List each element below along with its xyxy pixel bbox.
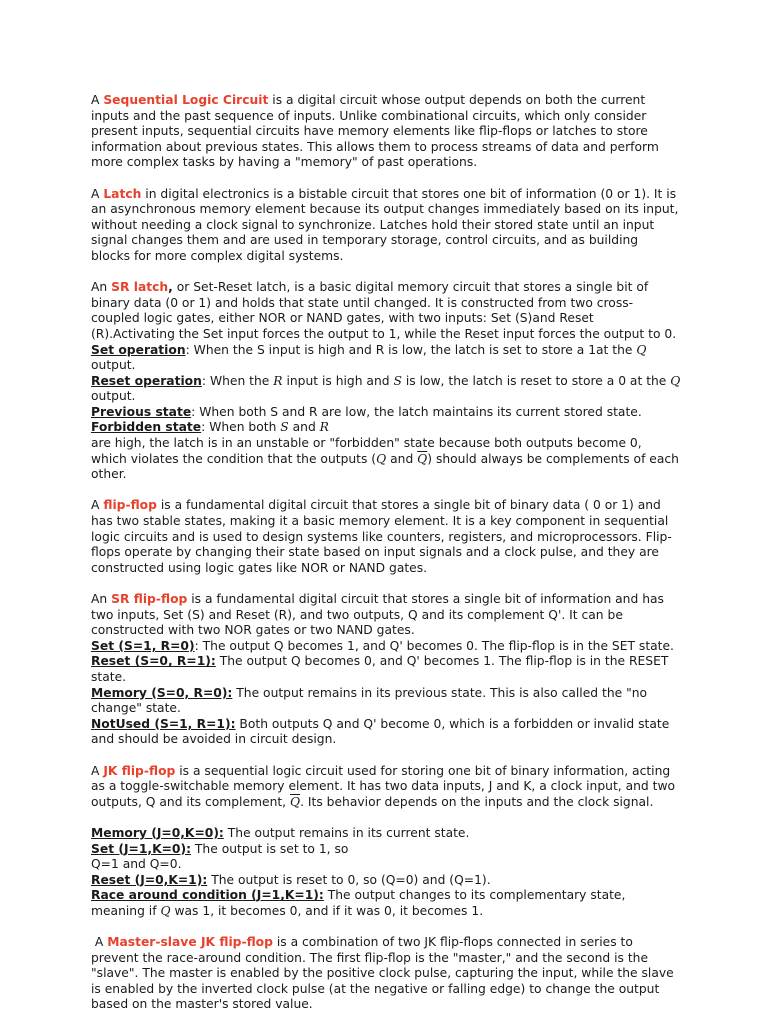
text: A — [91, 935, 108, 950]
text: A — [91, 498, 104, 513]
text: : When the — [201, 373, 274, 388]
text: is a digital circuit whose output depends on both the current inputs and the past sequence of inputs. Unlike combinational circuits, which only consider present inputs, sequential circuits have memory elements like flip-flops or latches to store information about previous states. This allows them to process streams of data and perform more complex tasks by having a "memory" of past operations. — [91, 93, 659, 170]
text: The output is set to 1, so — [191, 841, 349, 856]
math-q-bar: $\overline{Q}$ — [417, 451, 428, 466]
term-sequential-logic-circuit: Sequential Logic Circuit — [103, 93, 269, 107]
text: in digital electronics is a bistable circuit that stores one bit of information (0 or 1). It is an asynchronous memory element because its output changes immediately based on its input, without needing a clock signal to synchronize. Latches hold their stored state until an input signal changes them and are used in temporary storage, control circuits, and as building blocks for more complex digital systems. — [91, 186, 679, 263]
text: or Set-Reset latch, is a basic digital memory circuit that stores a single bit of binary data (0 or 1) and holds that state until changed. It is constructed from two cross-coupled logic gates, either NOR or NAND gates, with two inputs: Set (S)and Reset (R).Activating the Set input forces the output to 1, while the Reset input forces the output to 0. — [91, 280, 677, 341]
text: The output changes to its complementary state, meaning if — [91, 888, 626, 918]
text: : When both S and R are low, the latch maintains its current stored state. — [191, 404, 642, 419]
paragraph-latch — [91, 187, 681, 265]
text: was 1, it becomes 0, and if it was 0, it becomes 1. — [170, 903, 484, 918]
paragraph-sequential-logic — [91, 93, 681, 171]
math-q: Q — [636, 342, 647, 357]
text: An — [91, 280, 112, 295]
text: input is high and — [282, 373, 394, 388]
text: is a sequential logic circuit used for storing one bit of binary information, acting as a toggle-switchable memory element. It has two data inputs, J and K, a clock input, and two outputs, Q and its complement, — [91, 763, 676, 809]
text: Both outputs Q and Q' become 0, which is a forbidden or invalid state and should be avoided in circuit design. — [91, 716, 670, 747]
math-q: Q — [160, 903, 171, 918]
term-sr-latch: SR latch — [111, 280, 169, 295]
math-s: S — [280, 420, 289, 435]
text: and — [288, 420, 320, 435]
text: output. — [91, 389, 136, 404]
text: and — [386, 451, 418, 466]
term-latch: Latch — [103, 186, 142, 201]
paragraph-master-slave — [91, 935, 681, 1013]
label-jk-set: Set (J=1,K=0): — [91, 841, 192, 856]
math-q-bar: $\overline{Q}$ — [290, 794, 301, 809]
label-memory: Memory (S=0, R=0): — [91, 685, 233, 700]
paragraph-jk-modes — [91, 826, 681, 920]
text: A — [91, 763, 104, 778]
paragraph-jk-flip-flop — [91, 764, 681, 811]
label-set: Set (S=1, R=0) — [91, 638, 195, 653]
label-notused: NotUsed (S=1, R=1): — [91, 716, 236, 731]
text: The output Q becomes 0, and Q' becomes 1. The flip-flop is in the RESET state. — [91, 654, 669, 684]
paragraph-sr-flip-flop — [91, 592, 681, 748]
text: . Its behavior depends on the inputs and the clock signal. — [300, 794, 654, 809]
math-r: R — [319, 420, 329, 435]
term-flip-flop: flip-flop — [103, 498, 157, 513]
label-jk-race-around: Race around condition (J=1,K=1): — [91, 888, 324, 903]
math-q: Q — [670, 373, 681, 388]
text: : The output Q becomes 1, and Q' becomes 0. The flip-flop is in the SET state. — [194, 638, 674, 653]
paragraph-sr-latch — [91, 280, 681, 483]
text: : When both — [201, 420, 281, 435]
term-jk-flip-flop: JK flip-flop — [103, 763, 176, 778]
label-jk-memory: Memory (J=0,K=0): — [91, 825, 224, 840]
text: , — [168, 280, 173, 295]
math-s: S — [393, 373, 402, 388]
text: ) should always be complements of each other. — [91, 451, 679, 482]
label-forbidden-state: Forbidden state — [91, 420, 202, 435]
text: is a combination of two JK flip-flops connected in series to prevent the race-around condition. The first flip-flop is the "master," and the second is the "slave". The master is enabled by the positive clock pulse, capturing the input, while the slave is enabled by the inverted clock pulse (at the negative or falling edge) to change the output based on the master's stored value. — [91, 935, 674, 1012]
label-previous-state: Previous state — [91, 404, 192, 419]
text: is a fundamental digital circuit that stores a single bit of binary data ( 0 or 1) and has two stable states, making it a basic memory element. It is a key component in sequential logic circuits and is used to design systems like counters, registers, and microprocessors. Flip-flops operate by changing their state based on input signals and a clock pulse, and they are constructed using logic gates like NOR or NAND gates. — [91, 498, 672, 575]
text: A — [91, 93, 104, 107]
text: A — [91, 186, 104, 201]
text: are high, the latch is in an unstable or "forbidden" state because both outputs become 0, which violates the condition that the outputs ( — [91, 436, 642, 466]
label-reset-operation: Reset operation — [91, 373, 202, 388]
text: output. — [91, 358, 136, 373]
paragraph-flip-flop — [91, 498, 681, 576]
text: The output is reset to 0, so (Q=0) and (Q=1). — [207, 872, 491, 887]
text: The output remains in its current state. — [223, 825, 470, 840]
label-set-operation: Set operation — [91, 342, 186, 357]
term-sr-flip-flop: SR flip-flop — [111, 592, 188, 606]
text: An — [91, 592, 112, 606]
document-body — [91, 93, 681, 1029]
text: is low, the latch is reset to store a 0 at the — [401, 373, 671, 388]
text: : When the S input is high and R is low, the latch is set to store a 1at the — [185, 342, 637, 357]
term-master-slave-jk-flip-flop: Master-slave JK flip-flop — [107, 935, 273, 950]
label-reset: Reset (S=0, R=1): — [91, 654, 216, 669]
text: The output remains in its previous state. This is also called the "no change" state. — [91, 685, 648, 716]
text: is a fundamental digital circuit that stores a single bit of information and has two inputs, Set (S) and Reset (R), and two outputs, Q and its complement Q'. It can be constructed with two NOR gates or two NAND gates. — [91, 592, 664, 638]
math-r: R — [273, 373, 283, 388]
text: Q=1 and Q=0. — [91, 857, 182, 872]
math-q: Q — [376, 451, 387, 466]
label-jk-reset: Reset (J=0,K=1): — [91, 872, 208, 887]
